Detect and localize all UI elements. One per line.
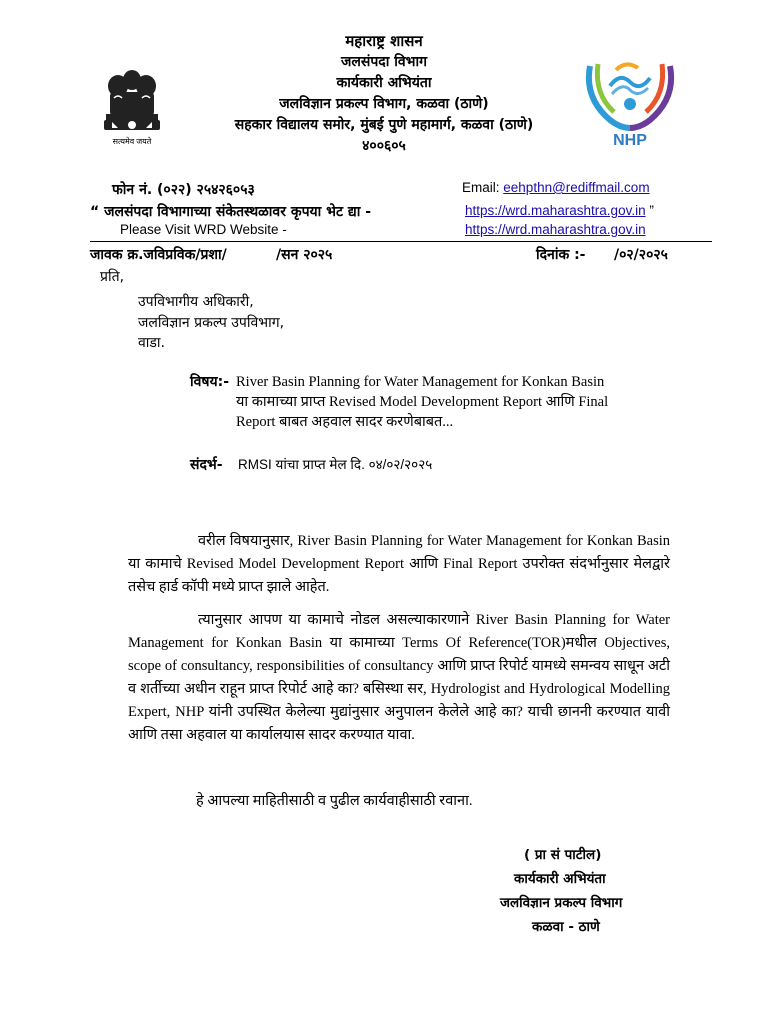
recipient-line-1: उपविभागीय अधिकारी,	[138, 294, 254, 310]
signatory-title: कार्यकारी अभियंता	[514, 871, 606, 887]
subject-line-1: River Basin Planning for Water Management for Konkan Basin	[236, 374, 605, 390]
date-value: /०२/२०२५	[614, 247, 668, 263]
header-department: जलसंपदा विभाग	[341, 54, 427, 70]
website-row-1	[465, 203, 654, 218]
subject-line-2: या कामाच्या प्राप्त Revised Model Development Report आणि Final	[236, 394, 609, 410]
reference-text: RMSI यांचा प्राप्त मेल दि. ०४/०२/२०२५	[238, 457, 433, 472]
closing-quote: ”	[649, 203, 654, 218]
body-paragraph-2: त्यानुसार आपण या कामाचे नोडल असल्याकारणाने River Basin Planning for Water Management for Konkan Basin या कामाच्या Terms Of Reference(TOR)मधील Objectives, scope of consultancy, responsibilities of consultancy आणि प्राप्त रिपोर्ट यामध्ये समन्वय साधून अटी व शर्तीच्या अधीन राहून प्राप्त रिपोर्ट आहे का? बसिस्था सर, Hydrologist and Hydrological Modelling Expert, NHP यांनी उपस्थित केलेल्या मुद्यांनुसार अनुपालन केलेले आहे का? याची छाननी करण्यात यावी आणि तसा अहवाल या कार्यालयास सादर करण्यात यावा.	[128, 612, 670, 743]
signatory-office: जलविज्ञान प्रकल्प विभाग	[500, 895, 623, 911]
email-link[interactable]: eehpthn@rediffmail.com	[503, 180, 650, 195]
subject-label: विषय:-	[190, 374, 230, 390]
phone-number: फोन नं. (०२२) २५४२६०५३	[112, 182, 255, 198]
recipient-line-2: जलविज्ञान प्रकल्प उपविभाग,	[138, 315, 285, 331]
recipient-line-3: वाडा.	[138, 335, 165, 351]
header-address: सहकार विद्यालय समोर, मुंबई पुणे महामार्ग, कळवा (ठाणे)	[234, 117, 534, 133]
website-row-2	[465, 222, 646, 237]
outward-number: जावक क्र.जविप्रविक/प्रशा/	[90, 247, 227, 263]
subject-line-3: Report बाबत अहवाल सादर करणेबाबत...	[236, 414, 454, 430]
header-division: जलविज्ञान प्रकल्प विभाग, कळवा (ठाणे)	[279, 96, 489, 112]
nhp-logo-text: NHP	[613, 132, 647, 149]
website-link-2[interactable]: https://wrd.maharashtra.gov.in	[465, 222, 646, 237]
header-designation: कार्यकारी अभियंता	[336, 75, 432, 91]
recipient-to: प्रति,	[100, 269, 125, 285]
subject-text	[236, 372, 608, 432]
signatory-place: कळवा - ठाणे	[532, 919, 600, 935]
body-paragraph-1: वरील विषयानुसार, River Basin Planning for Water Management for Konkan Basin या कामाचे Revised Model Development Report आणि Final Report उपरोक्त संदर्भानुसार मेलद्वारे तसेच हार्ड कॉपी मध्ये प्राप्त झाले आहेत.	[128, 533, 670, 595]
header-state: महाराष्ट्र शासन	[345, 32, 423, 50]
visit-website-english: Please Visit WRD Website -	[120, 222, 287, 237]
visit-website-marathi: “ जलसंपदा विभागाच्या संकेतस्थळावर कृपया भेट द्या -	[90, 204, 372, 220]
header-pincode: ४००६०५	[362, 138, 406, 154]
signatory-name: ( प्रा सं पाटील)	[524, 847, 602, 863]
email-row	[462, 180, 650, 195]
emblem-motto: सत्यमेव जयते	[112, 137, 152, 146]
email-label: Email:	[462, 180, 500, 195]
header-divider	[90, 241, 712, 242]
outward-year: /सन २०२५	[276, 247, 333, 263]
reference-label: संदर्भ-	[190, 457, 223, 473]
body-paragraph-3: हे आपल्या माहितीसाठी व पुढील कार्यवाहीसाठी रवाना.	[196, 793, 473, 809]
date-label: दिनांक :-	[536, 247, 586, 263]
website-link-1[interactable]: https://wrd.maharashtra.gov.in	[465, 203, 646, 218]
